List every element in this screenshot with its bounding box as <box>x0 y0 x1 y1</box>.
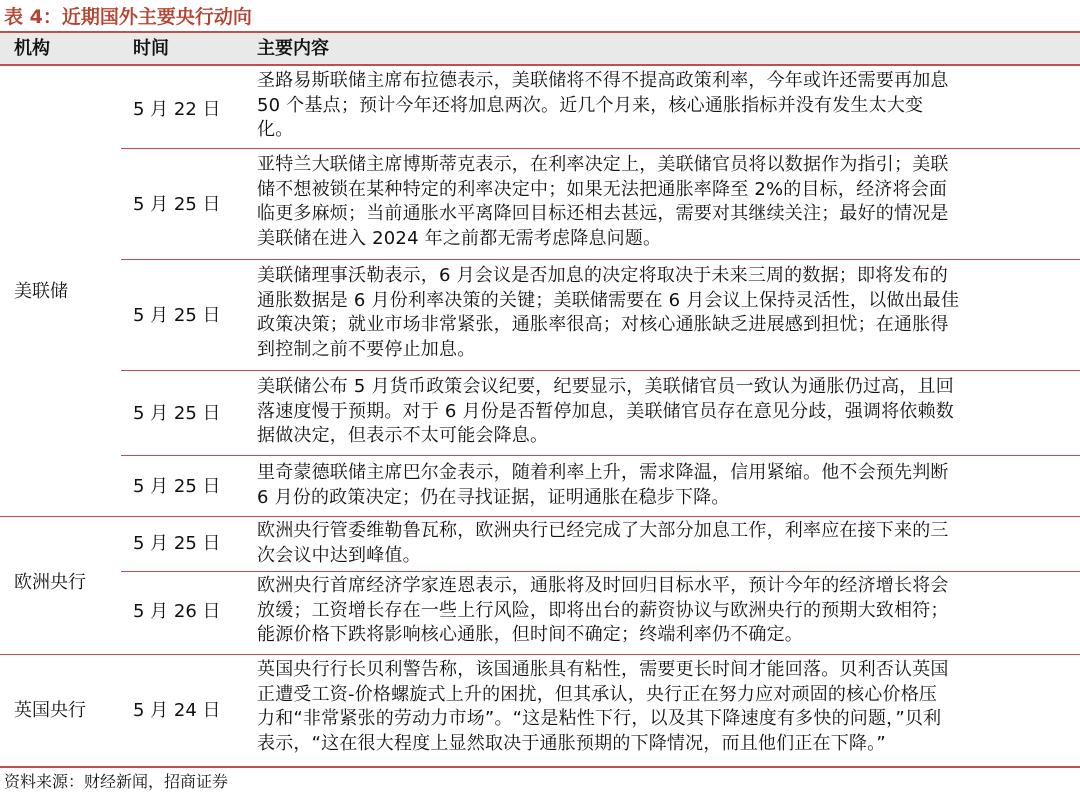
table-row <box>121 456 1080 516</box>
table-row <box>121 149 1080 259</box>
table-row <box>121 655 1080 766</box>
group-boe <box>0 655 1080 766</box>
content-cell: 欧洲央行首席经济学家连恩表示，通胀将及时回归目标水平，预计今年的经济增长将会 放缓；工资增长存在一些上行风险，即将出台的薪资协议与欧洲央行的预期大致相符； 能源价格下跌将影响核心通胀，但时间不确定；终端利率仍不确定。 <box>257 575 949 645</box>
date-cell: 5 月 25 日 <box>133 305 221 326</box>
institution-cell: 美联储 <box>14 281 68 302</box>
table-row <box>121 517 1080 571</box>
date-cell: 5 月 26 日 <box>133 601 221 622</box>
content-cell: 亚特兰大联储主席博斯蒂克表示，在利率决定上，美联储官员将以数据作为指引；美联 储不想被锁在某种特定的利率决定中；如果无法把通胀率降至 2%的目标，经济将会面 临更多麻烦；当前通胀水平离降回目标还相去甚远，需要对其继续关注；最好的情况是 美联储在进入 2024 年之前都无需考虑降息问题。 <box>257 154 949 249</box>
content-cell: 英国央行行长贝利警告称，该国通胀具有粘性，需要更长时间才能回落。贝利否认英国 正遭受工资-价格螺旋式上升的困扰，但其承认，央行正在努力应对顽固的核心价格压 力和“非常紧张的劳动力市场”。“这是粘性下行，以及其下降速度有多快的问题，”贝利 表示，“这在很大程度上显然取决于通胀预期的下降情况，而且他们正在下降。” <box>257 659 949 754</box>
content-cell: 欧洲央行管委维勒鲁瓦称，欧洲央行已经完成了大部分加息工作，利率应在接下来的三 次会议中达到峰值。 <box>257 520 949 566</box>
date-cell: 5 月 25 日 <box>133 194 221 215</box>
header-time: 时间 <box>133 38 169 59</box>
table-row <box>121 66 1080 148</box>
group-ecb <box>0 517 1080 654</box>
table-row <box>121 572 1080 654</box>
content-cell: 美联储公布 5 月货币政策会议纪要，纪要显示，美联储官员一致认为通胀仍过高，且回 落速度慢于预期。对于 6 月份是否暂停加息，美联储官员存在意见分歧，强调将依赖数 据做决定，但表示不太可能会降息。 <box>257 376 954 446</box>
header-content: 主要内容 <box>257 38 329 59</box>
content-cell: 美联储理事沃勒表示，6 月会议是否加息的决定将取决于未来三周的数据；即将发布的 通胀数据是 6 月份利率决策的关键；美联储需要在 6 月会议上保持灵活性，以做出最佳 政策决策；就业市场非常紧张，通胀率很高；对核心通胀缺乏进展感到担忧；在通胀得 到控制之前不要停止加息。 <box>257 265 960 360</box>
content-cell: 圣路易斯联储主席布拉德表示，美联储将不得不提高政策利率，今年或许还需要再加息 50 个基点；预计今年还将加息两次。近几个月来，核心通胀指标并没有发生太大变 化。 <box>257 70 949 140</box>
date-cell: 5 月 24 日 <box>133 700 221 721</box>
date-cell: 5 月 25 日 <box>133 403 221 424</box>
date-cell: 5 月 25 日 <box>133 533 221 554</box>
institution-cell: 欧洲央行 <box>14 572 86 593</box>
institution-cell: 英国央行 <box>14 700 86 721</box>
table-row <box>121 371 1080 455</box>
group-fed <box>0 66 1080 516</box>
table-row <box>121 260 1080 370</box>
date-cell: 5 月 22 日 <box>133 99 221 120</box>
source-note: 资料来源：财经新闻，招商证券 <box>4 772 229 791</box>
content-cell: 里奇蒙德联储主席巴尔金表示，随着利率上升，需求降温，信用紧缩。他不会预先判断 6 月份的政策决定；仍在寻找证据，证明通胀在稳步下降。 <box>257 462 949 508</box>
table-title: 表 4：近期国外主要央行动向 <box>4 6 252 28</box>
table-header <box>0 33 1080 66</box>
table-bottom-divider <box>0 766 1080 768</box>
header-institution: 机构 <box>14 38 50 59</box>
date-cell: 5 月 25 日 <box>133 476 221 497</box>
